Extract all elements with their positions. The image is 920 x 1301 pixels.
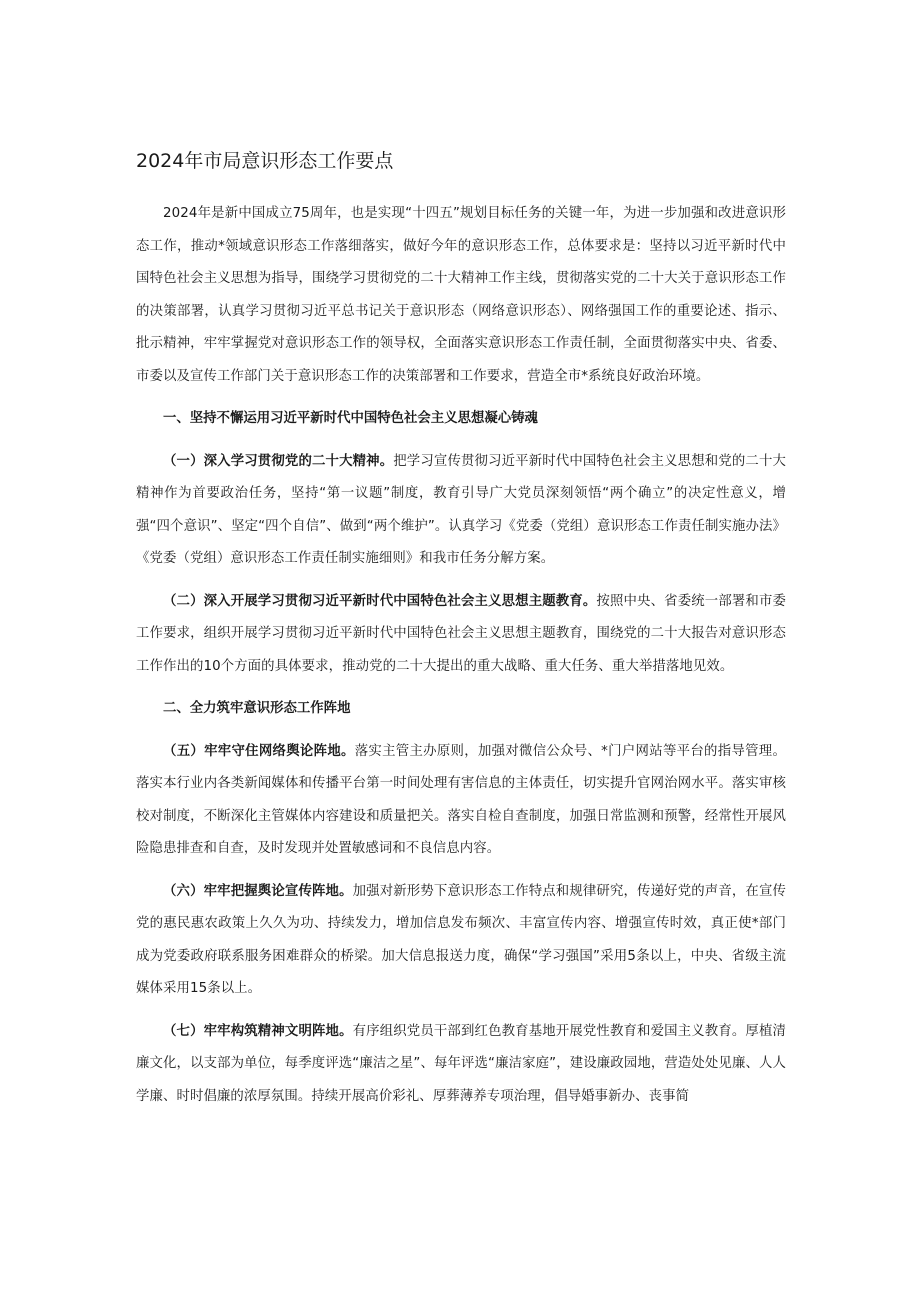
item-body-2: 按照中央、省委统一部署和市委工作要求，组织开展学习贯彻习近平新时代中国特色社会主义思想主题教育，围绕党的二十大报告对意识形态工作作出的10个方面的具体要求，推动党的二十大提出的重大战略、重大任务、重大举措落地见效。 <box>136 593 786 674</box>
item-lead-7: （七）牢牢构筑精神文明阵地。 <box>163 1023 353 1039</box>
item-paragraph-2 <box>136 586 786 684</box>
item-paragraph-1 <box>136 446 786 576</box>
item-lead-2: （二）深入开展学习贯彻习近平新时代中国特色社会主义思想主题教育。 <box>163 593 597 609</box>
section-heading-2: 二、全力筑牢意识形态工作阵地 <box>163 701 351 716</box>
item-body-1: 把学习宣传贯彻习近平新时代中国特色社会主义思想和党的二十大精神作为首要政治任务，坚持“第一议题”制度，教育引导广大党员深刻领悟“两个确立”的决定性意义，增强“四个意识”、坚定“四个自信”、做到“两个维护”。认真学习《党委（党组）意识形态工作责任制实施办法》《党委（党组）意识形态工作责任制实施细则》和我市任务分解方案。 <box>136 453 786 566</box>
item-lead-5: （五）牢牢守住网络舆论阵地。 <box>163 743 355 759</box>
section-heading-1: 一、坚持不懈运用习近平新时代中国特色社会主义思想凝心铸魂 <box>163 411 538 426</box>
item-paragraph-5 <box>136 736 786 866</box>
intro-paragraph: 2024年是新中国成立75周年，也是实现“十四五”规划目标任务的关键一年，为进一步加强和改进意识形态工作，推动*领域意识形态工作落细落实，做好今年的意识形态工作，总体要求是：坚持以习近平新时代中国特色社会主义思想为指导，围绕学习贯彻党的二十大精神工作主线，贯彻落实党的二十大关于意识形态工作的决策部署，认真学习贯彻习近平总书记关于意识形态（网络意识形态）、网络强国工作的重要论述、指示、批示精神，牢牢掌握党对意识形态工作的领导权，全面落实意识形态工作责任制，全面贯彻落实中央、省委、市委以及宣传工作部门关于意识形态工作的决策部署和工作要求，营造全市*系统良好政治环境。 <box>136 206 786 384</box>
document-title: 2024年市局意识形态工作要点 <box>136 150 394 172</box>
item-paragraph-6 <box>136 876 786 1006</box>
item-lead-6: （六）牢牢把握舆论宣传阵地。 <box>163 883 353 899</box>
item-body-5: 落实主管主办原则，加强对微信公众号、*门户网站等平台的指导管理。落实本行业内各类新闻媒体和传播平台第一时间处理有害信息的主体责任，切实提升官网治网水平。落实审核校对制度，不断深化主管媒体内容建设和质量把关。落实自检自查制度，加强日常监测和预警，经常性开展风险隐患排查和自查，及时发现并处置敏感词和不良信息内容。 <box>136 743 786 856</box>
item-paragraph-7 <box>136 1016 786 1114</box>
item-lead-1: （一）深入学习贯彻党的二十大精神。 <box>163 453 394 469</box>
item-body-6: 加强对新形势下意识形态工作特点和规律研究，传递好党的声音，在宣传党的惠民惠农政策上久久为功、持续发力，增加信息发布频次、丰富宣传内容、增强宣传时效，真正使*部门成为党委政府联系服务困难群众的桥梁。加大信息报送力度，确保“学习强国”采用5条以上，中央、省级主流媒体采用15条以上。 <box>136 883 786 996</box>
item-body-7: 有序组织党员干部到红色教育基地开展党性教育和爱国主义教育。厚植清廉文化，以支部为单位，每季度评选“廉洁之星”、每年评选“廉洁家庭”，建设廉政园地，营造处处见廉、人人学廉、时时倡廉的浓厚氛围。持续开展高价彩礼、厚葬薄养专项治理，倡导婚事新办、丧事简 <box>136 1023 786 1104</box>
document-body <box>136 198 786 1113</box>
